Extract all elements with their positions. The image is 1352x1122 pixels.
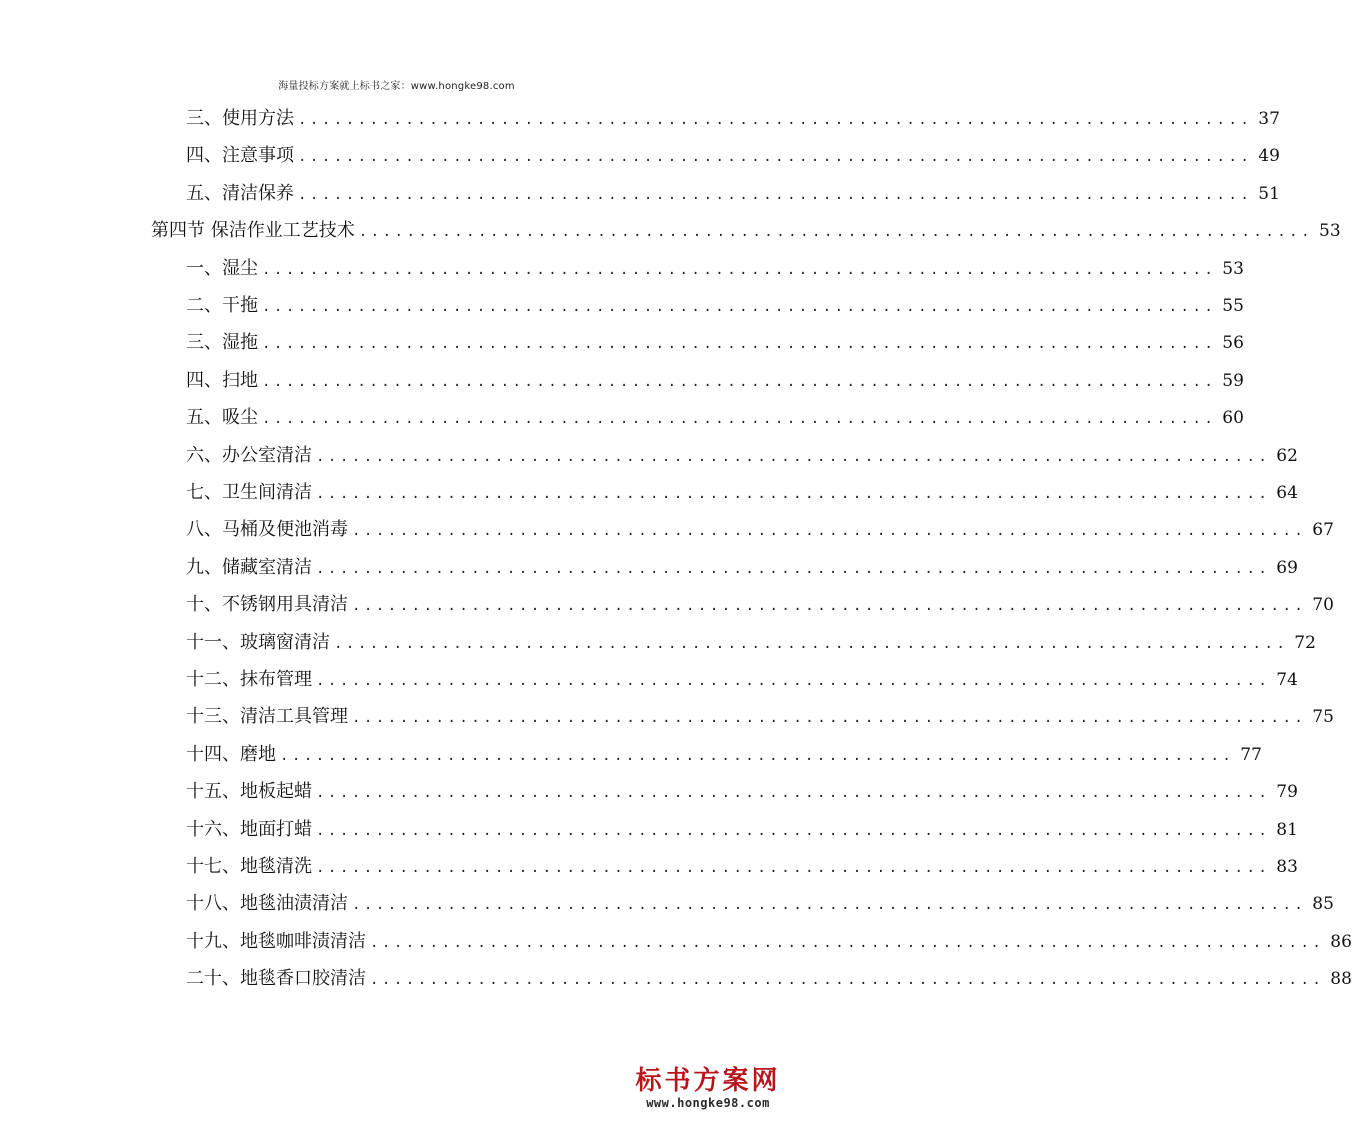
toc-entry-page-number: 59 — [1222, 370, 1244, 391]
toc-entry-page-number: 81 — [1276, 819, 1298, 840]
toc-entry-page-number: 77 — [1240, 744, 1262, 765]
toc-entry-page-number: 64 — [1276, 483, 1298, 503]
dot-leader: ................................................................................ — [370, 934, 1325, 951]
toc-entry[interactable] — [186, 854, 1298, 880]
toc-entry-page-number: 60 — [1222, 408, 1244, 429]
dot-leader: ................................................................................ — [358, 224, 1314, 241]
watermark-url: www.hongke98.com — [646, 1096, 770, 1110]
toc-entry-page-number: 74 — [1276, 670, 1298, 690]
toc-entry-label: 八、马桶及便池消毒 — [186, 519, 348, 541]
toc-entry-label: 四、注意事项 — [186, 145, 294, 167]
toc-entry-label: 十二、抹布管理 — [186, 669, 312, 690]
toc-entry-page-number: 85 — [1312, 894, 1334, 915]
toc-entry-page-number: 56 — [1222, 333, 1244, 354]
toc-entry[interactable] — [186, 405, 1244, 431]
toc-entry-page-number: 51 — [1258, 183, 1280, 204]
dot-leader: ................................................................................ — [298, 149, 1253, 166]
toc-entry-page-number: 37 — [1258, 109, 1280, 129]
toc-entry-label: 二十、地毯香口胶清洁 — [186, 968, 366, 990]
toc-entry-page-number: 62 — [1276, 445, 1298, 466]
toc-entry[interactable] — [186, 929, 1352, 955]
toc-entry[interactable] — [186, 106, 1280, 132]
toc-entry[interactable] — [186, 443, 1298, 469]
toc-entry-page-number: 83 — [1276, 857, 1298, 877]
dot-leader: ................................................................................ — [352, 710, 1307, 727]
toc-entry[interactable] — [186, 480, 1298, 506]
toc-entry-page-number: 79 — [1276, 782, 1298, 803]
dot-leader: ................................................................................ — [262, 373, 1217, 390]
toc-entry[interactable] — [186, 704, 1334, 730]
toc-entry-label: 三、湿拖 — [186, 332, 258, 354]
toc-entry-label: 十六、地面打蜡 — [186, 818, 312, 840]
toc-entry-label: 十、不锈钢用具清洁 — [186, 594, 348, 616]
toc-entry[interactable] — [186, 293, 1244, 319]
toc-entry-label: 二、干拖 — [186, 295, 258, 316]
toc-entry-label: 五、吸尘 — [186, 407, 258, 429]
dot-leader: ................................................................................ — [298, 186, 1253, 203]
toc-entry[interactable] — [186, 817, 1298, 843]
toc-entry-label: 三、使用方法 — [186, 108, 294, 129]
dot-leader: ................................................................................ — [370, 972, 1325, 989]
toc-entry-page-number: 55 — [1222, 296, 1244, 316]
toc-entry[interactable] — [186, 555, 1298, 581]
toc-entry[interactable] — [186, 891, 1334, 917]
toc-entry-label: 十三、清洁工具管理 — [186, 706, 348, 728]
toc-entry-page-number: 70 — [1312, 595, 1334, 616]
page-header: 海量投标方案就上标书之家：www.hongke98.com — [278, 81, 515, 92]
dot-leader: ................................................................................ — [316, 560, 1271, 577]
toc-entry[interactable] — [186, 779, 1298, 805]
dot-leader: ................................................................................ — [316, 673, 1271, 689]
toc-entry[interactable] — [186, 330, 1244, 356]
toc-entry-page-number: 88 — [1330, 969, 1352, 990]
toc-entry-label: 五、清洁保养 — [186, 182, 294, 204]
toc-entry-label: 十七、地毯清洗 — [186, 856, 312, 877]
watermark-logo — [633, 1066, 783, 1110]
dot-leader: ................................................................................ — [316, 860, 1271, 876]
toc-entry-page-number: 86 — [1330, 931, 1352, 952]
toc-entry[interactable] — [151, 218, 1341, 244]
toc-entry[interactable] — [186, 966, 1352, 992]
toc-entry-page-number: 72 — [1294, 632, 1316, 653]
dot-leader: ................................................................................ — [262, 299, 1217, 315]
toc-entry-label: 十九、地毯咖啡渍清洁 — [186, 930, 366, 952]
dot-leader: ................................................................................ — [352, 523, 1307, 540]
dot-leader: ................................................................................ — [352, 598, 1307, 615]
toc-entry[interactable] — [186, 592, 1334, 618]
toc-entry-label: 九、储藏室清洁 — [186, 556, 312, 578]
toc-entry-label: 十八、地毯油渍清洁 — [186, 893, 348, 915]
toc-entry[interactable] — [186, 630, 1316, 656]
toc-entry-page-number: 49 — [1258, 146, 1280, 167]
dot-leader: ................................................................................ — [316, 822, 1271, 839]
toc-entry-label: 七、卫生间清洁 — [186, 482, 312, 503]
toc-entry[interactable] — [186, 667, 1298, 693]
toc-entry-label: 六、办公室清洁 — [186, 444, 312, 466]
toc-entry[interactable] — [186, 181, 1280, 207]
toc-entry[interactable] — [186, 143, 1280, 169]
toc-entry-label: 十五、地板起蜡 — [186, 781, 312, 803]
toc-entry-page-number: 53 — [1319, 221, 1341, 242]
dot-leader: ................................................................................ — [334, 635, 1289, 652]
toc-entry[interactable] — [186, 517, 1334, 543]
dot-leader: ................................................................................ — [316, 448, 1271, 465]
toc-entry[interactable] — [186, 256, 1244, 282]
toc-entry-label: 十四、磨地 — [186, 743, 276, 765]
toc-entry-page-number: 75 — [1312, 707, 1334, 728]
toc-entry-label: 四、扫地 — [186, 369, 258, 391]
dot-leader: ................................................................................ — [352, 897, 1307, 914]
dot-leader: ................................................................................ — [262, 336, 1217, 353]
watermark-title: 标书方案网 — [635, 1066, 781, 1096]
dot-leader: ................................................................................ — [316, 785, 1271, 802]
dot-leader: ................................................................................ — [262, 261, 1217, 278]
toc-entry-label: 十一、玻璃窗清洁 — [186, 631, 330, 653]
toc-entry[interactable] — [186, 368, 1244, 394]
toc-entry-page-number: 69 — [1276, 557, 1298, 578]
dot-leader: ................................................................................ — [262, 411, 1217, 428]
dot-leader: ................................................................................ — [280, 747, 1235, 764]
toc-entry-label: 第四节 保洁作业工艺技术 — [151, 220, 355, 242]
toc-entry-page-number: 67 — [1312, 520, 1334, 541]
toc-entry-page-number: 53 — [1222, 258, 1244, 279]
toc-entry-label: 一、湿尘 — [186, 257, 258, 279]
toc-entry[interactable] — [186, 742, 1262, 768]
dot-leader: ................................................................................ — [298, 112, 1253, 128]
dot-leader: ................................................................................ — [316, 486, 1271, 502]
